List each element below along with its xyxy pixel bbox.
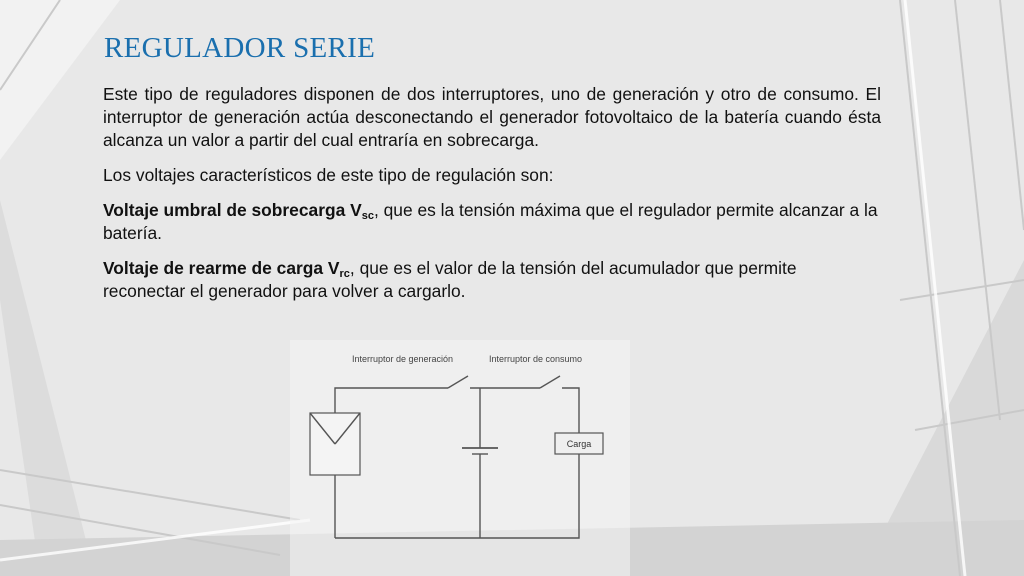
series-regulator-diagram <box>290 340 630 576</box>
solar-panel-icon <box>310 413 360 475</box>
slide-title: REGULADOR SERIE <box>104 32 376 64</box>
overcharge-voltage-term: Voltaje umbral de sobrecarga V <box>103 200 362 220</box>
overcharge-voltage-description: , que es la tensión máxima que el regulador permite alcanzar a la batería. <box>103 200 878 243</box>
consumption-switch-label <box>489 354 582 364</box>
svg-text:Interruptor de generación: Interruptor de generación <box>352 354 454 364</box>
intro-paragraph: Este tipo de reguladores disponen de dos interruptores, uno de generación y otro de consumo. El interruptor de generación actúa desconectando el generador fotovoltaico de la batería cuando ésta alcanza un valor a partir del cual entraría en sobrecarga. <box>103 84 881 150</box>
svg-text:Interruptor de consumo: Interruptor de consumo <box>489 354 583 364</box>
rearm-voltage-term: Voltaje de rearme de carga V <box>103 258 340 278</box>
generation-switch-label <box>352 354 453 364</box>
voltages-intro-paragraph: Los voltajes característicos de este tipo de regulación son: <box>103 165 554 185</box>
overcharge-voltage-item <box>103 199 881 245</box>
rearm-voltage-subscript: rc <box>339 268 350 280</box>
load-label: Carga <box>566 439 592 449</box>
rearm-voltage-item <box>103 257 881 303</box>
rearm-voltage-description: , que es el valor de la tensión del acumulador que permite reconectar el generador para volver a cargarlo. <box>103 258 797 301</box>
overcharge-voltage-subscript: sc <box>361 210 374 222</box>
content-body <box>103 83 881 315</box>
